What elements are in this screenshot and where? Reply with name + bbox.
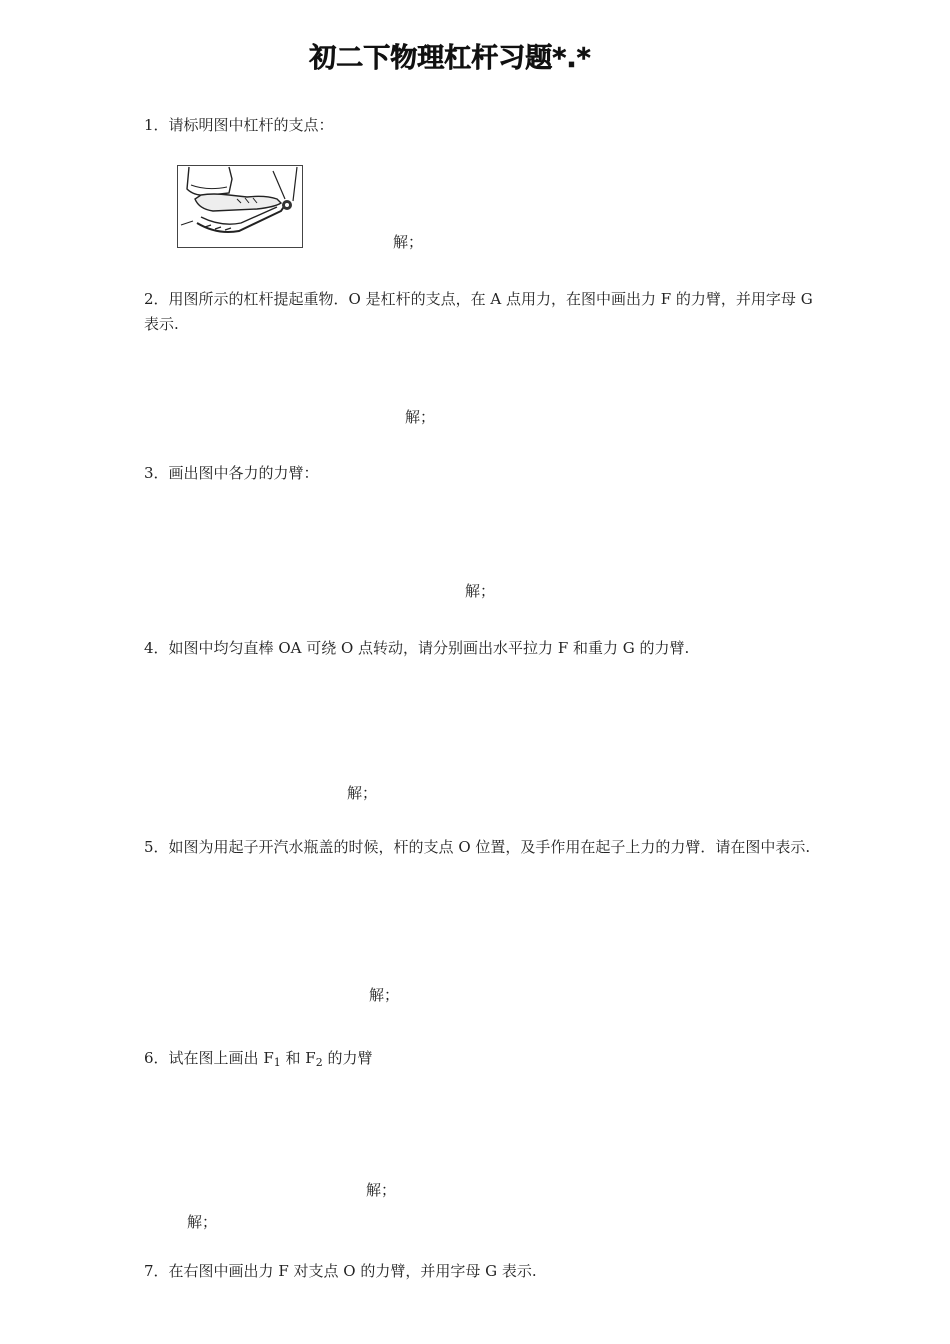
question-number: 3． bbox=[144, 464, 169, 482]
answer-label-6: 解； bbox=[366, 1181, 397, 1199]
question-2 bbox=[144, 287, 814, 337]
page-title: 初二下物理杠杆习题*.* bbox=[309, 43, 591, 74]
answer-label-4: 解； bbox=[347, 784, 378, 802]
question-number: 4． bbox=[144, 639, 169, 657]
question-4 bbox=[144, 636, 814, 661]
question-6 bbox=[144, 1046, 814, 1072]
answer-label-1: 解； bbox=[393, 233, 424, 251]
question-text: 请标明图中杠杆的支点： bbox=[168, 116, 334, 134]
question-number: 2． bbox=[144, 290, 169, 308]
subscript-1: 1 bbox=[273, 1056, 281, 1069]
question-text: 画出图中各力的力臂： bbox=[168, 464, 319, 482]
answer-label-2: 解； bbox=[405, 408, 436, 426]
question-7 bbox=[144, 1259, 814, 1284]
answer-label-5: 解； bbox=[369, 986, 400, 1004]
foot-pedal-drawing bbox=[177, 165, 303, 248]
foot-pedal-figure bbox=[177, 165, 303, 248]
subscript-2: 2 bbox=[315, 1056, 323, 1069]
question-text: 的力臂 bbox=[322, 1049, 373, 1067]
question-number: 5． bbox=[144, 838, 169, 856]
question-text: 如图为用起子开汽水瓶盖的时候，杆的支点 O 位置，及手作用在起子上力的力臂．请在图中表示. bbox=[168, 838, 811, 856]
question-text: 和 F bbox=[280, 1049, 316, 1067]
question-text: 试在图上画出 F bbox=[168, 1049, 274, 1067]
question-5 bbox=[144, 835, 814, 860]
question-number: 7． bbox=[144, 1262, 169, 1280]
question-text: 用图所示的杠杆提起重物．O 是杠杆的支点，在 A 点用力，在图中画出力 F 的力臂，并用字母 G 表示. bbox=[144, 290, 813, 333]
question-text: 在右图中画出力 F 对支点 O 的力臂，并用字母 G 表示. bbox=[168, 1262, 537, 1280]
answer-label-3: 解； bbox=[465, 582, 496, 600]
question-1 bbox=[144, 113, 814, 138]
question-number: 6． bbox=[144, 1049, 169, 1067]
question-text: 如图中均匀直棒 OA 可绕 O 点转动，请分别画出水平拉力 F 和重力 G 的力臂. bbox=[168, 639, 690, 657]
answer-label-6b: 解； bbox=[187, 1213, 218, 1231]
question-3 bbox=[144, 461, 814, 486]
question-number: 1． bbox=[144, 116, 169, 134]
